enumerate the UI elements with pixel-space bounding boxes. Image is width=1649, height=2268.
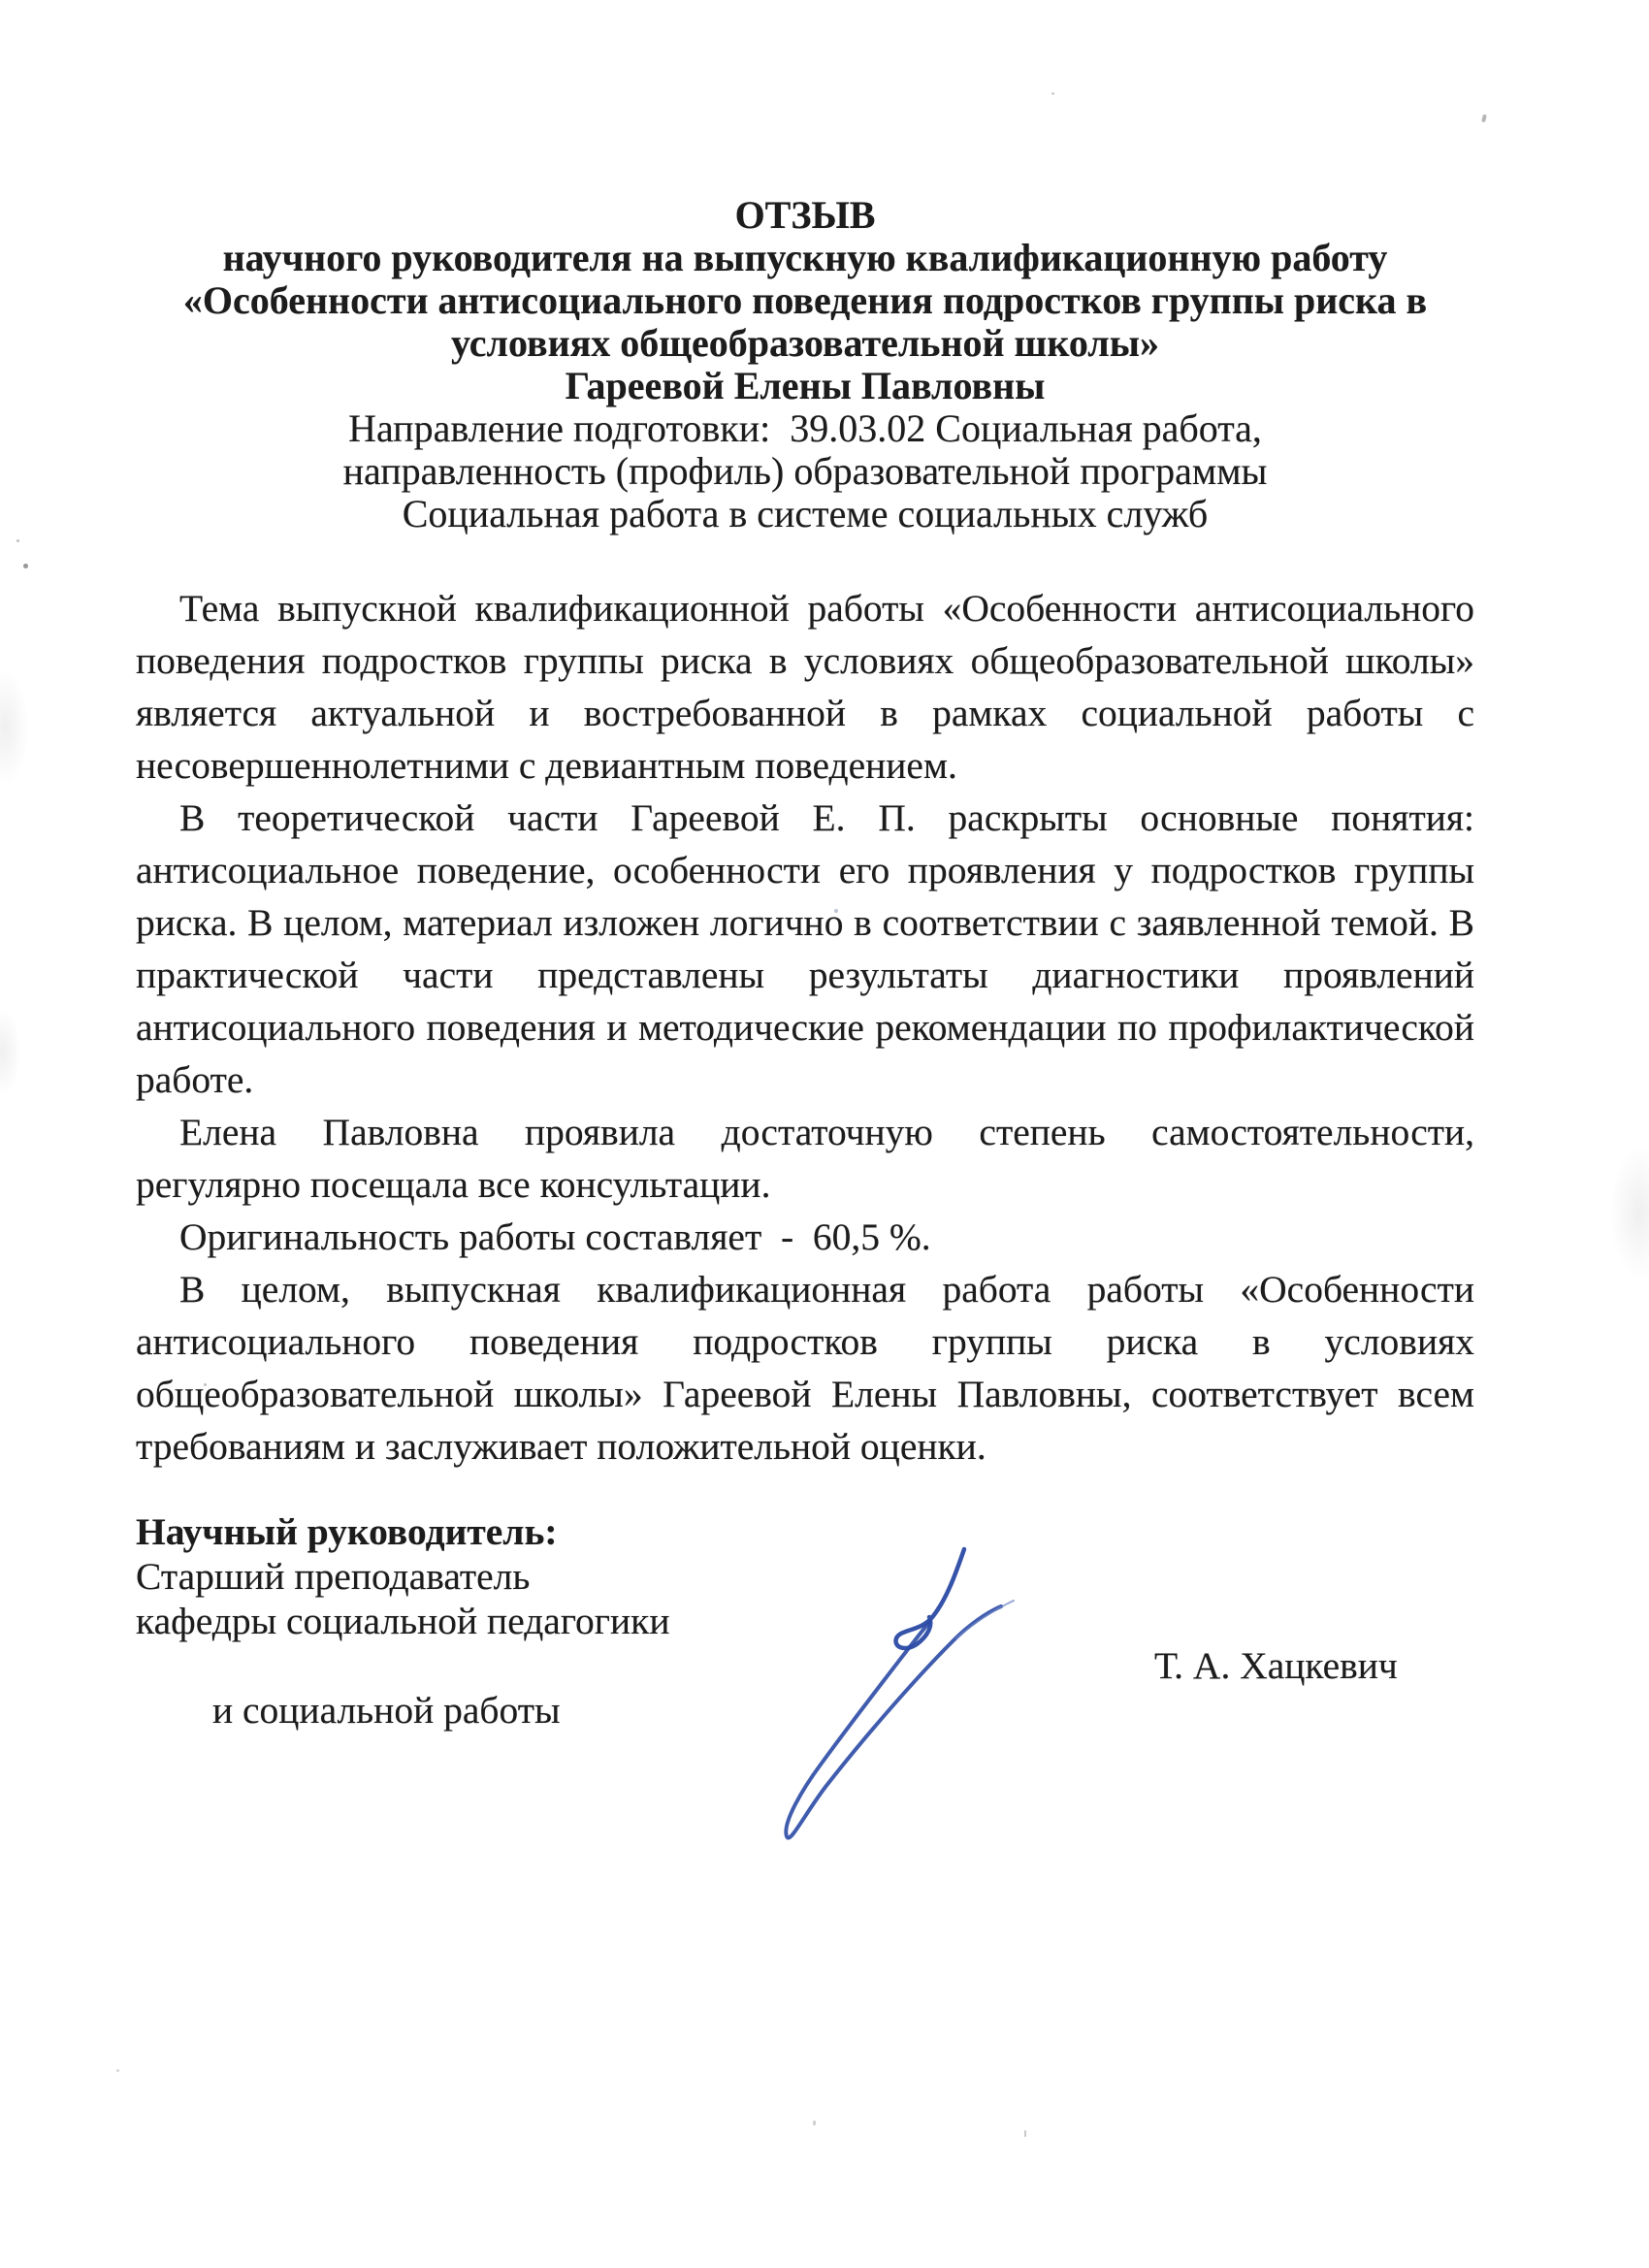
body-line: риска. В целом, материал изложен логично в соответствии с заявленной темой. В: [136, 901, 1474, 944]
scan-speck: [834, 909, 838, 913]
body-line-originality: Оригинальность работы составляет - 60,5 %.: [179, 1215, 931, 1258]
scan-speck: [1024, 2130, 1026, 2137]
signer-name: Т. А. Хацкевич: [1154, 1644, 1398, 1687]
signature-position-line: Старший преподаватель: [136, 1555, 531, 1598]
document-title: ОТЗЫВ: [734, 193, 876, 237]
body-line: несовершеннолетними с девиантным поведением.: [136, 744, 957, 787]
body-line: Елена Павловна проявила достаточную степень самостоятельности,: [179, 1111, 1474, 1153]
signature-position-line: кафедры социальной педагогики: [136, 1600, 670, 1642]
body-line: антисоциального поведения подростков группы риска в условиях: [136, 1320, 1474, 1363]
scan-speck: [823, 1455, 825, 1458]
header-author-name: Гареевой Елены Павловны: [565, 364, 1046, 407]
signature-role-title: Научный руководитель:: [136, 1510, 558, 1553]
header-line: «Особенности антисоциального поведения подростков группы риска в: [182, 278, 1428, 322]
scan-smudge: [1610, 1145, 1649, 1280]
body-line: требованиям и заслуживает положительной оценки.: [136, 1425, 986, 1468]
paragraph-theory: [136, 792, 1474, 1106]
scan-speck: [23, 564, 28, 568]
paragraph-independence: [136, 1106, 1474, 1211]
body-line: практической части представлены результаты диагностики проявлений: [136, 954, 1474, 996]
header-line: условиях общеобразовательной школы»: [451, 321, 1159, 365]
header-subtitle-line: Направление подготовки: 39.03.02 Социальная работа,: [348, 406, 1262, 450]
scan-speck: [204, 1383, 207, 1386]
scan-smudge: [0, 669, 29, 786]
body-line: поведения подростков группы риска в условиях общеобразовательной школы»: [136, 639, 1474, 682]
paragraph-originality: [136, 1211, 1474, 1263]
body-line: Тема выпускной квалификационной работы «Особенности антисоциального: [179, 587, 1474, 630]
header-subtitle-line: направленность (профиль) образовательной программы: [342, 449, 1268, 493]
body-line: является актуальной и востребованной в рамках социальной работы с: [136, 692, 1474, 734]
body-line: регулярно посещала все консультации.: [136, 1163, 771, 1206]
body-line: В теоретической части Гареевой Е. П. раскрыты основные понятия:: [179, 796, 1474, 839]
scan-speck: [813, 2121, 816, 2125]
scan-speck: [16, 539, 19, 542]
header-subtitle-line: Социальная работа в системе социальных служб: [402, 492, 1209, 535]
body-line: работе.: [136, 1058, 254, 1101]
scan-speck: [116, 2069, 119, 2072]
body-line: антисоциального поведения и методические рекомендации по профилактической: [136, 1006, 1474, 1049]
scan-speck: [1051, 92, 1054, 95]
header-line: научного руководителя на выпускную квалификационную работу: [222, 236, 1388, 279]
paragraph-topic: [136, 582, 1474, 792]
body-line: В целом, выпускная квалификационная работа работы «Особенности: [179, 1268, 1474, 1311]
signature-position-line: и социальной работы: [212, 1689, 561, 1732]
handwritten-signature-ink: [728, 1533, 1116, 1940]
paragraph-conclusion: [136, 1263, 1474, 1473]
scan-smudge: [0, 1009, 21, 1096]
document-header: [136, 0, 1474, 535]
document-body: [136, 582, 1474, 1473]
scan-speck: [1481, 114, 1487, 123]
body-line: общеобразовательной школы» Гареевой Елены Павловны, соответствует всем: [136, 1373, 1474, 1415]
body-line: антисоциальное поведение, особенности его проявления у подростков группы: [136, 849, 1474, 891]
